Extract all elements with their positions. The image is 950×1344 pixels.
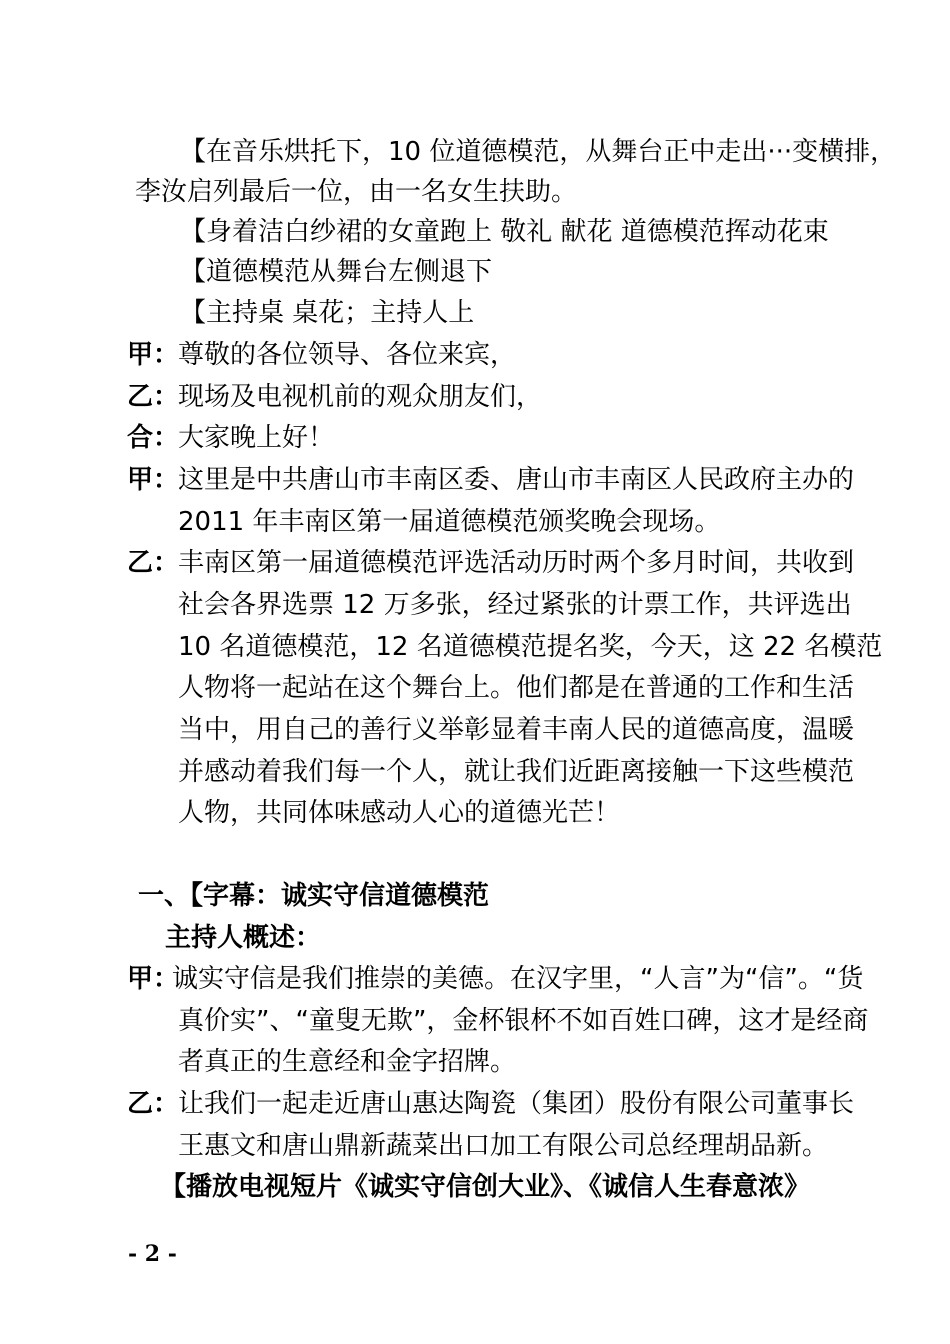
speaker-label: 乙：: [127, 548, 180, 578]
dialogue-line: 现场及电视机前的观众朋友们，: [178, 382, 543, 412]
dialogue-line: 社会各界选票 12 万多张，经过紧张的计票工作，共评选出: [178, 590, 852, 620]
stage-direction: 【主持桌 桌花；主持人上: [180, 298, 475, 328]
page-number: - 2 -: [128, 1241, 177, 1267]
speaker-label: 甲：: [127, 465, 180, 495]
closing-stage-direction: 【播放电视短片《诚实守信创大业》、《诚信人生春意浓》: [160, 1172, 811, 1202]
stage-direction: 【身着洁白纱裙的女童跑上 敬礼 献花 道德模范挥动花束: [180, 217, 829, 247]
dialogue-line: 真价实”、“童叟无欺”，金杯银杯不如百姓口碑，这才是经商: [178, 1006, 869, 1036]
dialogue-line: 诚实守信是我们推崇的美德。在汉字里，“人言”为“信”。“货: [172, 964, 864, 994]
speaker-label: 乙：: [127, 1089, 180, 1119]
dialogue-line: 当中，用自己的善行义举彰显着丰南人民的道德高度，温暖: [178, 715, 855, 745]
dialogue-line: 尊敬的各位领导、各位来宾，: [178, 340, 517, 370]
dialogue-line: 10 名道德模范，12 名道德模范提名奖，今天，这 22 名模范: [178, 632, 883, 662]
dialogue-line: 王惠文和唐山鼎新蔬菜出口加工有限公司总经理胡品新。: [178, 1131, 829, 1161]
section-heading: 一、【字幕：诚实守信道德模范: [138, 881, 490, 911]
speaker-label: 合：: [127, 423, 180, 453]
speaker-label: 乙：: [127, 382, 180, 412]
dialogue-line: 2011 年丰南区第一届道德模范颁奖晚会现场。: [178, 507, 721, 537]
stage-direction: 李汝启列最后一位，由一名女生扶助。: [135, 177, 578, 207]
dialogue-line: 人物，共同体味感动人心的道德光芒！: [178, 798, 621, 828]
dialogue-line: 大家晚上好！: [178, 423, 335, 453]
dialogue-line: 并感动着我们每一个人，就让我们近距离接触一下这些模范: [178, 757, 855, 787]
dialogue-line: 人物将一起站在这个舞台上。他们都是在普通的工作和生活: [178, 673, 855, 703]
dialogue-line: 让我们一起走近唐山惠达陶瓷（集团）股份有限公司董事长: [178, 1089, 855, 1119]
speaker-label: 甲：: [127, 964, 180, 994]
speaker-label: 甲：: [127, 340, 180, 370]
section-subheading: 主持人概述：: [165, 923, 322, 953]
dialogue-line: 丰南区第一届道德模范评选活动历时两个多月时间，共收到: [178, 548, 855, 578]
stage-direction: 【道德模范从舞台左侧退下: [180, 257, 493, 287]
stage-direction: 【在音乐烘托下，10 位道德模范，从舞台正中走出···变横排，: [180, 137, 897, 167]
dialogue-line: 这里是中共唐山市丰南区委、唐山市丰南区人民政府主办的: [178, 465, 855, 495]
dialogue-line: 者真正的生意经和金字招牌。: [178, 1047, 517, 1077]
